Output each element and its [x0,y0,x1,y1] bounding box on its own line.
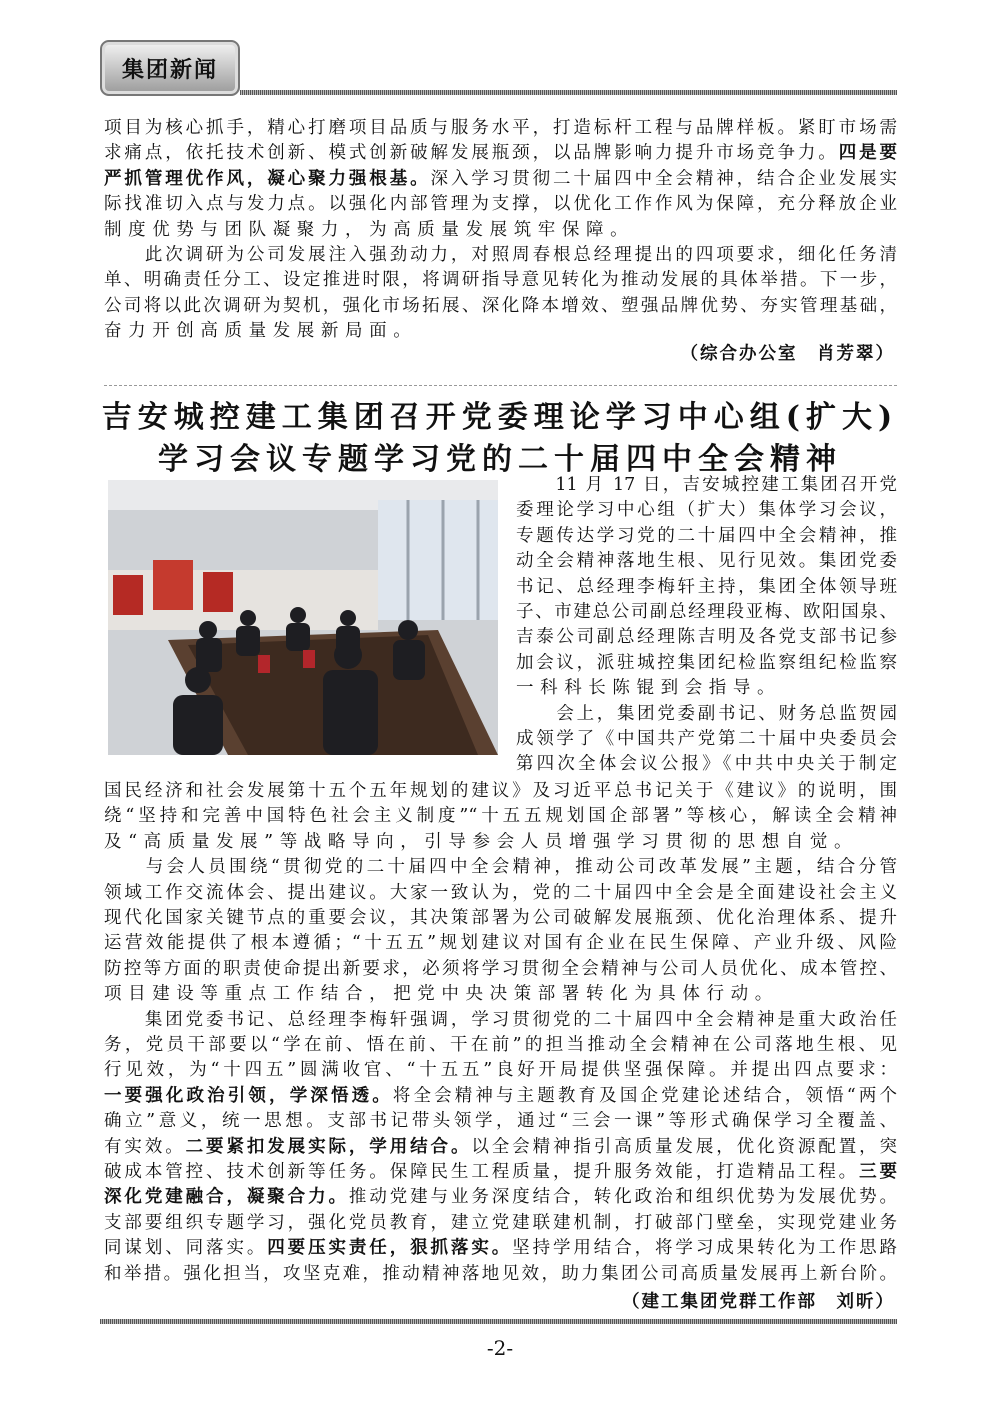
text-segment: 动全会精神落地生根、见行见效。集团党委 [516,551,897,572]
text-segment: 公司将以此次调研为契机，强化市场拓展、深化降本增效、塑强品牌优势、夯实管理基础， [104,295,897,316]
text-segment: 坚持学用结合，将学习成果转化为工作思路 [512,1238,898,1259]
article-2-byline: （建工集团党群工作部 刘昕） [622,1292,895,1312]
text-line [104,141,897,166]
text-line [516,651,897,676]
text-segment: 深入学习贯彻二十届四中全会精神，结合企业发展实 [430,168,898,189]
meeting-photo [108,480,498,755]
text-segment: 成领学了《中国共产党第二十届中央委员会 [516,729,897,749]
text-line [516,676,897,701]
text-line [104,268,897,293]
text-line [104,906,897,931]
text-segment: 同谋划、同落实。 [104,1238,268,1259]
text-line [104,1185,897,1210]
text-line [104,1058,897,1083]
article-1-byline: （综合办公室 肖芳翠） [680,344,895,364]
text-segment: 运营效能提供了根本遵循；“十五五”规划建议对国有企业在民生保障、产业升级、风险 [104,933,897,954]
text-line [516,473,897,498]
article-divider [104,385,897,386]
text-segment: 行见效，为“十四五”圆满收官、“十五五”良好开局提供坚强保障。并提出四点要求： [104,1060,897,1081]
page-number: -2- [486,1336,514,1360]
text-line [104,1160,897,1185]
text-line [104,1236,897,1261]
text-line [104,116,897,141]
text-line [104,830,897,855]
text-line [104,957,897,982]
text-segment: 破成本管控、技术创新等任务。保障民生工程质量，提升服务效能，打造精品工程。 [104,1162,860,1182]
text-segment: 推动党建与业务深度结合，转化政治和组织优势为发展优势。 [348,1187,898,1208]
text-line [516,752,897,777]
text-line [104,804,897,829]
text-segment: 领域工作交流体会、提出建议。大家一致认为，党的二十届四中全会是全面建设社会主义 [104,882,897,903]
text-line [516,727,897,752]
text-line [104,1008,897,1033]
text-segment: 项目建设等重点工作结合，把党中央决策部署转化为具体行动。 [104,984,779,1005]
text-segment: 确立”意义，统一思想。支部书记带头领学，通过“三会一课”等形式确保学习全覆盖、 [104,1111,897,1132]
text-segment: 求痛点，依托技术创新、模式创新破解发展瓶颈，以品牌影响力提升市场竞争力。 [104,143,839,164]
text-line [516,702,897,727]
text-segment: 专题传达学习党的二十届四中全会精神，推 [516,525,897,546]
text-segment: 委理论学习中心组（扩大）集体学习会议， [516,500,897,521]
text-segment: 支部要组织专题学习，强化党员教育，建立党建联建机制，打破部门壁垒，实现党建业务 [104,1212,897,1233]
article-2-title-line1: 吉安城控建工集团召开党委理论学习中心组(扩大) [101,400,899,435]
text-segment: 会上，集团党委副书记、财务总监贺园 [516,703,897,724]
text-line [516,600,897,625]
text-line [516,524,897,549]
text-line [516,575,897,600]
text-segment: 及“高质量发展”等战略导向，引导参会人员增强学习贯彻的思想自觉。 [104,831,859,852]
header-rule [240,90,897,95]
text-line [104,218,897,243]
text-segment: 和举措。强化担当，攻坚克难，推动精神落地见效，助力集团公司高质量发展再上新台阶。 [104,1263,897,1284]
text-segment: 有实效。 [104,1136,186,1157]
text-segment: 第四次全体会议公报》《中共中央关于制定 [516,754,897,775]
text-line [104,1109,897,1134]
bold-text: 二要紧扣发展实际，学用结合。 [185,1136,472,1157]
bold-text: 严抓管理优作风，凝心聚力强根基。 [104,168,431,189]
text-segment: 加会议，派驻城控集团纪检监察组纪检监察 [516,652,897,673]
text-segment: 子、市建总公司副总经理段亚梅、欧阳国泉、 [516,602,897,622]
text-segment: 绕“坚持和完善中国特色社会主义制度”“十五五规划国企部署”等核心，解读全会精神 [104,806,897,827]
text-line [104,1211,897,1236]
text-segment: 防控等方面的职责使命提出新要求，必须将学习贯彻全会精神与公司人员优化、成本管控、 [104,958,897,979]
text-line [104,855,897,880]
text-line [104,881,897,906]
text-segment: 现代化国家关键节点的重要会议，其决策部署为公司破解发展瓶颈、优化治理体系、提升 [104,908,897,928]
text-segment: 际找准切入点与发力点。以强化内部管理为支撑，以优化工作作风为保障，充分释放企业 [104,194,897,215]
bold-text: 四要压实责任，狠抓落实。 [267,1238,513,1259]
text-segment: 一科科长陈锟到会指导。 [516,678,782,699]
article-2-title-line2: 学习会议专题学习党的二十届四中全会精神 [158,442,842,477]
text-segment: 项目为核心抓手，精心打磨项目品质与服务水平，打造标杆工程与品牌样板。紧盯市场需 [104,118,897,138]
section-title: 集团新闻 [121,57,218,83]
text-line [104,1262,897,1287]
text-segment: 奋力开创高质量发展新局面。 [104,321,418,342]
section-header-tab [100,40,240,96]
text-segment: 与会人员围绕“贯彻党的二十届四中全会精神，推动公司改革发展”主题，结合分管 [104,857,897,878]
footer-rule [100,1319,897,1324]
text-line [516,549,897,574]
text-segment: 书记、总经理李梅轩主持，集团全体领导班 [516,576,897,597]
text-segment: 国民经济和社会发展第十五个五年规划的建议》及习近平总书记关于《建议》的说明，围 [104,781,897,801]
text-line [104,1084,897,1109]
text-line [104,1033,897,1058]
text-segment: 制度优势与团队凝聚力，为高质量发展筑牢保障。 [104,219,635,240]
bold-text: 三要 [859,1162,898,1182]
text-line [104,779,897,804]
text-segment: 11 月 17 日，吉安城控建工集团召开党 [516,475,897,495]
text-line [104,1135,897,1160]
text-line [104,243,897,268]
text-segment: 以全会精神指引高质量发展，优化资源配置，突 [471,1136,898,1157]
text-segment: 务，党员干部要以“学在前、悟在前、干在前”的担当推动全会精神在公司落地生根、见 [104,1035,897,1055]
text-line [104,192,897,217]
bold-text: 深化党建融合，凝聚合力。 [104,1187,349,1208]
bold-text: 一要强化政治引领，学深悟透。 [104,1085,393,1106]
text-line [104,931,897,956]
text-segment: 集团党委书记、总经理李梅轩强调，学习贯彻党的二十届四中全会精神是重大政治任 [104,1009,897,1030]
text-line [516,498,897,523]
text-segment: 单、明确责任分工、设定推进时限，将调研指导意见转化为推动发展的具体举措。下一步， [104,270,897,291]
text-segment: 吉泰公司副总经理陈吉明及各党支部书记参 [516,627,897,648]
text-segment: 将全会精神与主题教育及国企党建论述结合，领悟“两个 [392,1085,897,1106]
bold-text: 四是要 [838,143,898,164]
text-line [516,625,897,650]
text-segment: 此次调研为公司发展注入强劲动力，对照周春根总经理提出的四项要求，细化任务清 [104,245,897,265]
text-line [104,982,897,1007]
text-line [104,294,897,319]
text-line [104,167,897,192]
